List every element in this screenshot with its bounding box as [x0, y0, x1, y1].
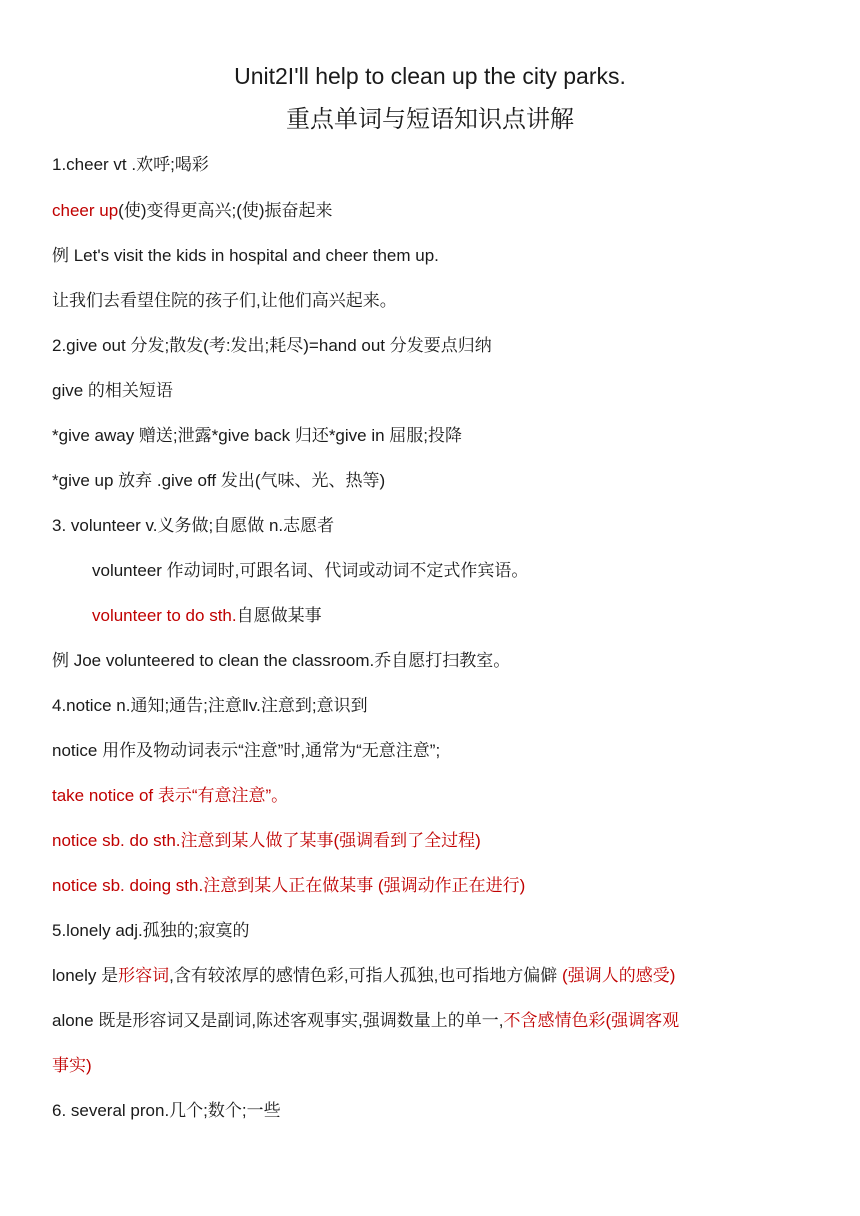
- note-text: lonely 是: [52, 966, 119, 985]
- note-text: alone 既是形容词又是副词,陈述客观事实,强调数量上的单一,: [52, 1011, 504, 1030]
- note-line-21: [52, 1051, 822, 1081]
- note-text: 例 Joe volunteered to clean the classroom.乔自愿打扫教室。: [52, 651, 511, 670]
- note-line-19: [52, 961, 822, 991]
- note-text: (使)变得更高兴;(使)振奋起来: [118, 201, 333, 220]
- note-text: give 的相关短语: [52, 381, 173, 400]
- highlight-text: 不含感情色彩(强调客观: [503, 1011, 680, 1030]
- note-text: 例 Let's visit the kids in hospital and cheer them up.: [52, 246, 439, 265]
- note-line-10: [92, 556, 860, 586]
- note-line-11: [92, 601, 860, 631]
- highlight-text: (强调人的感受): [562, 966, 676, 985]
- note-line-8: [52, 466, 822, 496]
- note-text: 6. several pron.几个;数个;一些: [52, 1101, 281, 1120]
- note-line-15: [52, 781, 822, 811]
- note-text: 3. volunteer v.义务做;自愿做 n.志愿者: [52, 516, 335, 535]
- note-line-12: [52, 646, 822, 676]
- highlight-text: volunteer to do sth.: [92, 606, 237, 625]
- note-line-3: [52, 241, 822, 271]
- page-title: Unit2I'll help to clean up the city parks.: [234, 63, 626, 89]
- note-text: 1.cheer vt .欢呼;喝彩: [52, 155, 209, 174]
- note-text: ,含有较浓厚的感情色彩,可指人孤独,也可指地方偏僻: [169, 966, 563, 985]
- note-line-5: [52, 331, 822, 361]
- page-subtitle: 重点单词与短语知识点讲解: [286, 105, 574, 133]
- note-line-7: [52, 421, 822, 451]
- highlight-text: notice sb. do sth.注意到某人做了某事(强调看到了全过程): [52, 831, 481, 850]
- note-line-9: [52, 511, 822, 541]
- note-text: 自愿做某事: [236, 606, 322, 625]
- highlight-text: 事实): [52, 1056, 92, 1075]
- note-line-6: [52, 376, 822, 406]
- note-line-20: [52, 1006, 822, 1036]
- note-text: 5.lonely adj.孤独的;寂寞的: [52, 921, 250, 940]
- note-line-16: [52, 826, 822, 856]
- highlight-text: 形容词: [118, 966, 170, 985]
- note-text: 4.notice n.通知;通告;注意‖v.注意到;意识到: [52, 696, 368, 715]
- note-text: *give up 放弃 .give off 发出(气味、光、热等): [52, 471, 386, 490]
- highlight-text: cheer up: [52, 201, 119, 220]
- note-text: volunteer 作动词时,可跟名词、代词或动词不定式作宾语。: [92, 561, 529, 580]
- note-line-17: [52, 871, 822, 901]
- note-line-1: [52, 150, 822, 180]
- highlight-text: take notice of 表示“有意注意”。: [52, 786, 289, 805]
- note-line-22: [52, 1096, 822, 1126]
- note-text: 2.give out 分发;散发(考:发出;耗尽)=hand out 分发要点归纳: [52, 336, 492, 355]
- note-text: *give away 赠送;泄露*give back 归还*give in 屈服;投降: [52, 426, 463, 445]
- note-text: 让我们去看望住院的孩子们,让他们高兴起来。: [52, 291, 397, 310]
- note-line-4: [52, 286, 822, 316]
- note-line-18: [52, 916, 822, 946]
- note-text: notice 用作及物动词表示“注意”时,通常为“无意注意”;: [52, 741, 441, 760]
- highlight-text: notice sb. doing sth.注意到某人正在做某事 (强调动作正在进行): [52, 876, 526, 895]
- note-line-2: [52, 196, 822, 226]
- note-line-13: [52, 691, 822, 721]
- note-line-14: [52, 736, 822, 766]
